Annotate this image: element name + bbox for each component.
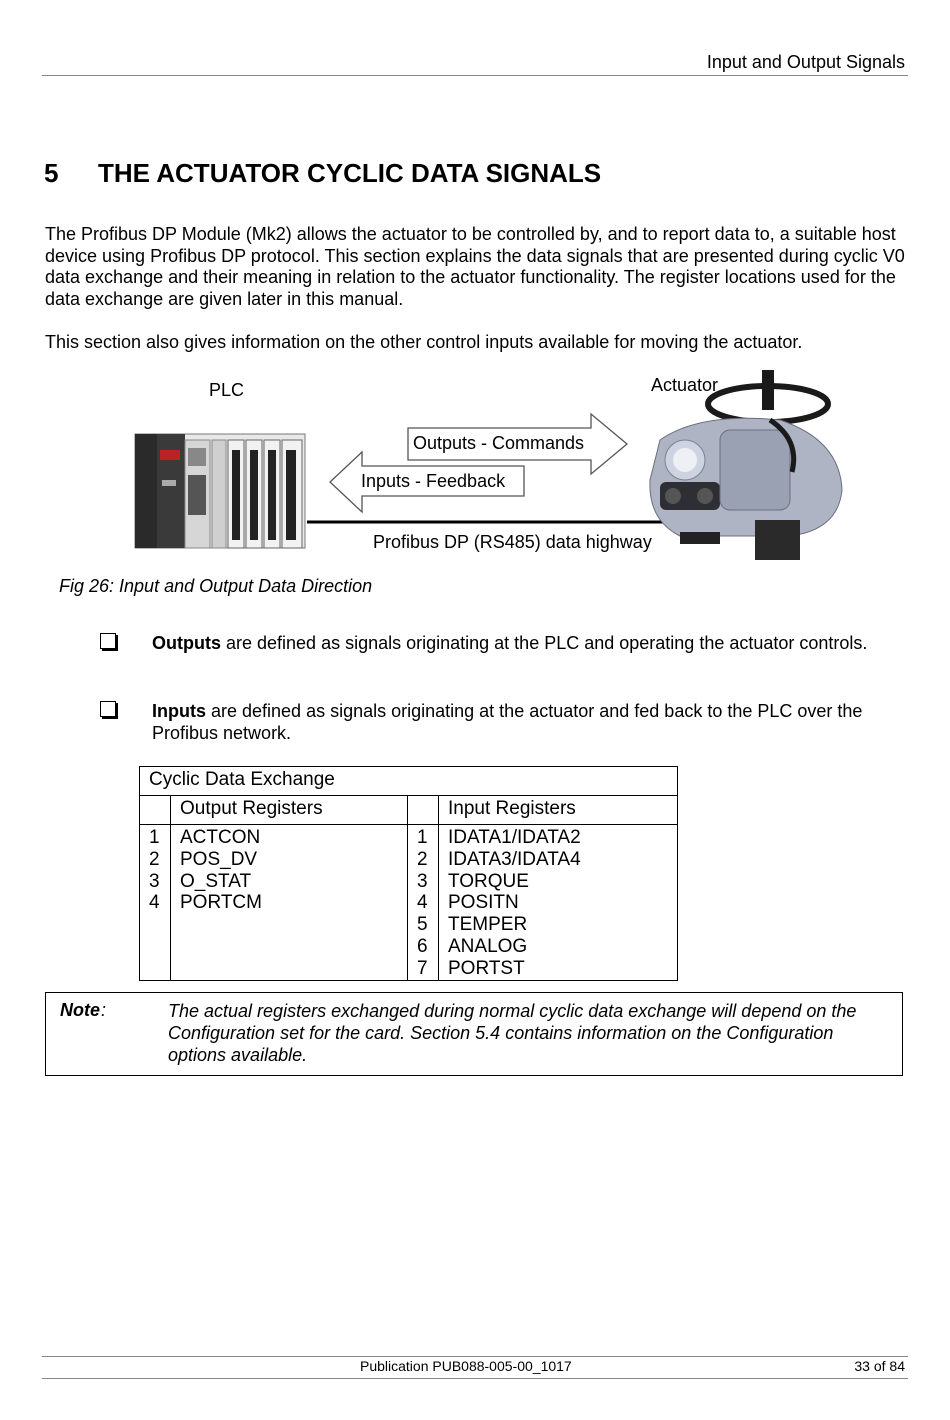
inputs-definition — [152, 700, 912, 744]
list-item: IDATA1/IDATA2 — [448, 827, 581, 848]
list-item: TORQUE — [448, 870, 529, 892]
inputs-feedback-label: Inputs - Feedback — [361, 471, 506, 491]
list-item: 1 — [417, 827, 428, 848]
figure-caption: Fig 26: Input and Output Data Direction — [59, 576, 373, 596]
running-header: Input and Output Signals — [706, 52, 905, 72]
intro-paragraph: The Profibus DP Module (Mk2) allows the actuator to be controlled by, and to report data to, a suitable host device using Profibus DP protocol. This section explains the data signals that are presented during cyclic V0 data exchange and their meaning in relation to the actuator functionality. The register locations used for the data exchange are given later in this manual. — [45, 224, 905, 310]
inputs-definition-text: are defined as signals originating at the actuator and fed back to the PLC over the Profibus network. — [152, 701, 863, 743]
list-item: 6 — [417, 935, 428, 957]
output-register-numbers — [140, 825, 171, 981]
section-number: 5 — [44, 158, 59, 188]
input-register-names — [439, 825, 678, 981]
list-item: 2 — [417, 848, 428, 870]
list-item: O_STAT — [180, 870, 252, 892]
data-direction-diagram — [0, 360, 950, 570]
outputs-term: Outputs — [152, 633, 221, 653]
list-item: 3 — [149, 870, 160, 892]
table-header-spacer — [408, 796, 439, 825]
table-header-spacer — [140, 796, 171, 825]
list-item: PORTST — [448, 957, 525, 979]
plc-label: PLC — [209, 380, 245, 400]
list-item: 4 — [417, 892, 428, 914]
outputs-definition — [152, 632, 912, 654]
note-text: The actual registers exchanged during normal cyclic data exchange will depend on the Configuration set for the card. Section 5.4 contains information on the Configuration options available. — [168, 1001, 857, 1065]
actuator-label: Actuator — [651, 375, 719, 395]
output-registers-header: Output Registers — [171, 796, 408, 825]
outputs-definition-text: are defined as signals originating at the PLC and operating the actuator controls. — [221, 633, 868, 653]
list-item: TEMPER — [448, 914, 528, 936]
list-item: IDATA3/IDATA4 — [448, 848, 581, 870]
plc-image — [135, 434, 305, 548]
note-colon: : — [101, 1000, 107, 1020]
page-number: 33 of 84 — [854, 1358, 905, 1374]
input-register-numbers — [408, 825, 439, 981]
footer-divider-top — [42, 1356, 908, 1357]
header-divider — [42, 75, 908, 76]
note-label: Note — [60, 1000, 100, 1020]
list-item: 3 — [417, 870, 428, 892]
table-title: Cyclic Data Exchange — [140, 767, 678, 796]
actuator-image — [650, 370, 842, 560]
list-item: POS_DV — [180, 848, 258, 870]
list-item: PORTCM — [180, 892, 262, 914]
checkbox-bullet-icon — [100, 633, 116, 649]
cyclic-data-table — [139, 766, 678, 981]
publication-number: Publication PUB088-005-00_1017 — [360, 1358, 572, 1374]
checkbox-bullet-icon — [100, 701, 116, 717]
outputs-commands-label: Outputs - Commands — [413, 433, 585, 453]
output-register-names — [171, 825, 408, 981]
list-item: 7 — [417, 957, 428, 979]
inputs-term: Inputs — [152, 701, 206, 721]
list-item: POSITN — [448, 892, 519, 914]
section-title: THE ACTUATOR CYCLIC DATA SIGNALS — [98, 158, 602, 188]
input-registers-header: Input Registers — [439, 796, 678, 825]
list-item: 2 — [149, 848, 160, 870]
list-item: ANALOG — [448, 935, 528, 957]
footer-divider-bottom — [42, 1378, 908, 1379]
list-item: 5 — [417, 914, 428, 936]
list-item: 1 — [149, 827, 160, 848]
list-item: ACTCON — [180, 827, 261, 848]
list-item: 4 — [149, 892, 160, 914]
data-highway-label: Profibus DP (RS485) data highway — [373, 532, 652, 552]
control-inputs-paragraph: This section also gives information on the other control inputs available for moving the actuator. — [45, 332, 803, 352]
